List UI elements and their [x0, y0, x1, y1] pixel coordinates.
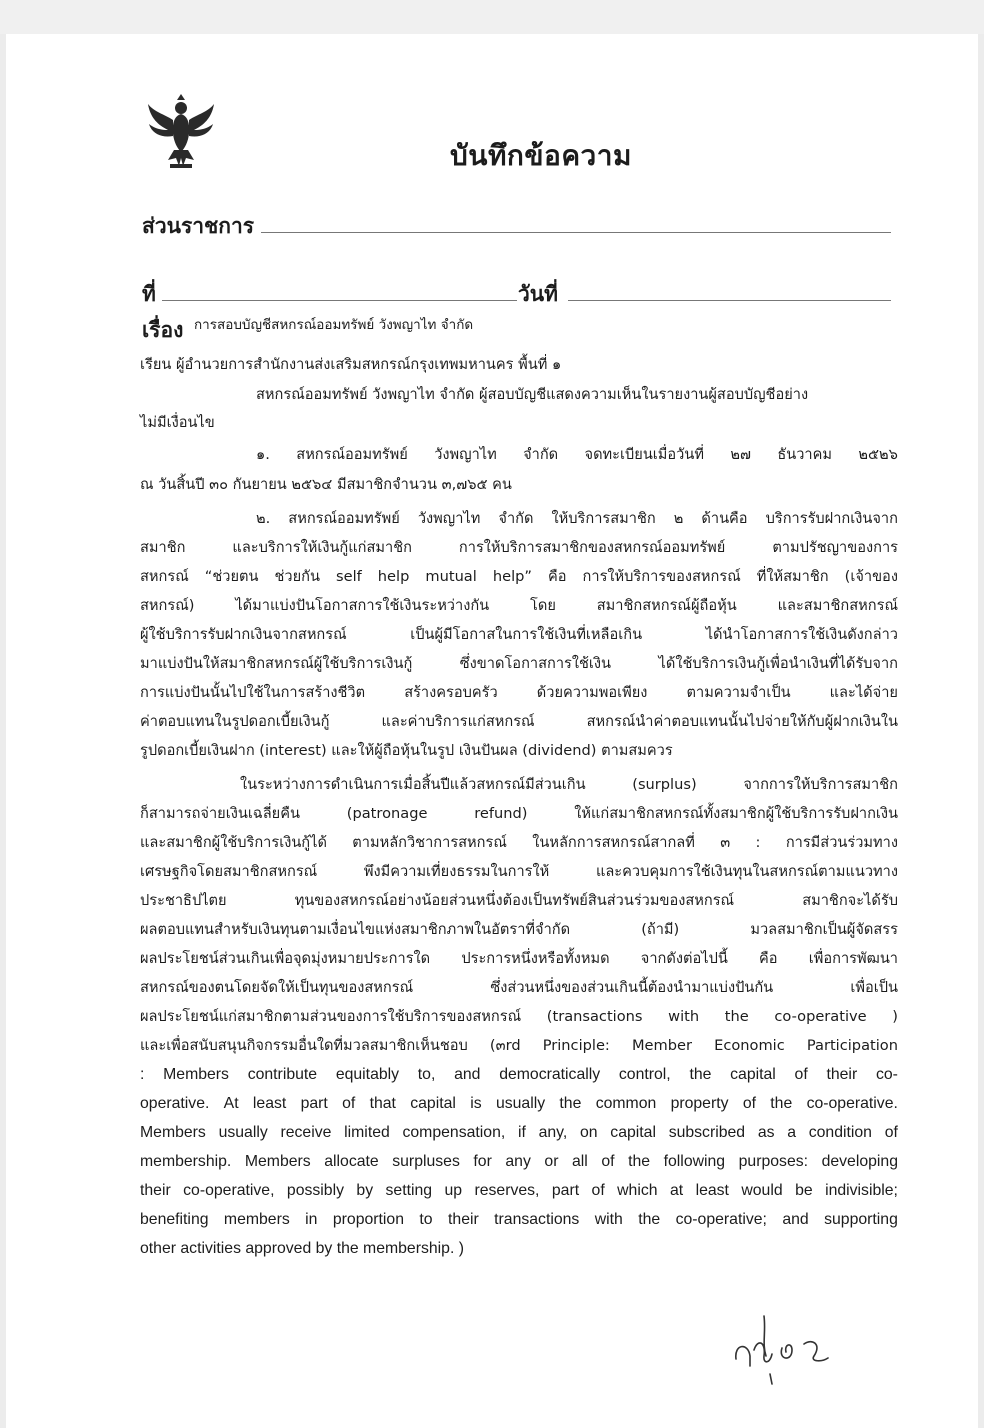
body-line: การแบ่งปันนั้นไปใช้ในการสร้างชีวิต สร้างครอบครัว ด้วยความพอเพียง ตามความจำเป็น และได้จ่าย	[140, 684, 898, 701]
date-line	[568, 300, 891, 301]
body-line: operative. At least part of that capital is usually the common property of the co-operative.	[140, 1095, 898, 1112]
memo-page	[6, 34, 978, 1428]
date-label: วันที่	[518, 282, 558, 306]
body-line: benefiting members in proportion to their transactions with the co-operative; and supporting	[140, 1211, 898, 1228]
department-line	[261, 232, 891, 233]
subject-value: การสอบบัญชีสหกรณ์ออมทรัพย์ วังพญาไท จำกัด	[194, 317, 474, 333]
body-line: ณ วันสิ้นปี ๓๐ กันยายน ๒๕๖๔ มีสมาชิกจำนวน ๓,๗๖๕ คน	[140, 476, 512, 493]
body-line: สหกรณ์ของตนโดยจัดให้เป็นทุนของสหกรณ์ ซึ่งส่วนหนึ่งของส่วนเกินนี้ต้องนำมาแบ่งปันกัน เพื่อเป็น	[140, 979, 898, 996]
body-line: ไม่มีเงื่อนไข	[140, 414, 215, 431]
reference-label: ที่	[142, 282, 156, 306]
handwritten-annotation	[726, 1304, 856, 1394]
body-line: their co-operative, possibly by setting up reserves, part of which at least would be indivisible;	[140, 1182, 898, 1199]
body-line: เศรษฐกิจโดยสมาชิกสหกรณ์ พึงมีความเที่ยงธรรมในการให้ และควบคุมการใช้เงินทุนในสหกรณ์ตามแนวทาง	[140, 863, 898, 880]
body-line: ในระหว่างการดำเนินการเมื่อสิ้นปีแล้วสหกรณ์มีส่วนเกิน (surplus) จากการให้บริการสมาชิก	[240, 776, 898, 793]
subject-label: เรื่อง	[142, 318, 184, 342]
department-label: ส่วนราชการ	[142, 214, 255, 238]
body-line: : Members contribute equitably to, and democratically control, the capital of their co-	[140, 1066, 898, 1083]
body-line: ผลประโยชน์ส่วนเกินเพื่อจุดมุ่งหมายประการใด ประการหนึ่งหรือทั้งหมด จากดังต่อไปนี้ คือ เพื่อการพัฒนา	[140, 950, 898, 967]
body-line: ผลตอบแทนสำหรับเงินทุนตามเงื่อนไขแห่งสมาชิกภาพในอัตราที่จำกัด (ถ้ามี) มวลสมาชิกเป็นผู้จัดสรร	[140, 921, 898, 938]
body-line: ผลประโยชน์แก่สมาชิกตามส่วนของการใช้บริการของสหกรณ์ (transactions with the co-operative )	[140, 1008, 898, 1025]
body-line: membership. Members allocate surpluses for any or all of the following purposes: developing	[140, 1153, 898, 1170]
body-line: ๑. สหกรณ์ออมทรัพย์ วังพญาไท จำกัด จดทะเบียนเมื่อวันที่ ๒๗ ธันวาคม ๒๕๒๖	[256, 446, 898, 463]
viewer-top-bar	[0, 0, 984, 34]
body-line: ประชาธิปไตย ทุนของสหกรณ์อย่างน้อยส่วนหนึ่งต้องเป็นทรัพย์สินส่วนร่วมของสหกรณ์ สมาชิกจะได้รับ	[140, 892, 898, 909]
body-line: ผู้ใช้บริการรับฝากเงินจากสหกรณ์ เป็นผู้มีโอกาสในการใช้เงินที่เหลือเกิน ได้นำโอกาสการใช้เงินดังกล่าว	[140, 626, 898, 643]
reference-line	[162, 300, 517, 301]
body-line: other activities approved by the membership. )	[140, 1240, 464, 1257]
body-line: สมาชิก และบริการให้เงินกู้แก่สมาชิก การให้บริการสมาชิกของสหกรณ์ออมทรัพย์ ตามปรัชญาของการ	[140, 539, 898, 556]
body-line: Members usually receive limited compensation, if any, on capital subscribed as a condition of	[140, 1124, 898, 1141]
body-line: ค่าตอบแทนในรูปดอกเบี้ยเงินกู้ และค่าบริการแก่สหกรณ์ สหกรณ์นำค่าตอบแทนนั้นไปจ่ายให้กับผู้ฝากเงินใน	[140, 713, 898, 730]
body-line: มาแบ่งปันให้สมาชิกสหกรณ์ผู้ใช้บริการเงินกู้ ซึ่งขาดโอกาสการใช้เงิน ได้ใช้บริการเงินกู้เพื่อนำเงินที่ได้รับจาก	[140, 655, 898, 672]
body-line: และเพื่อสนับสนุนกิจกรรมอื่นใดที่มวลสมาชิกเห็นชอบ (๓rd Principle: Member Economic Participation	[140, 1037, 898, 1054]
memo-title: บันทึกข้อความ	[450, 139, 632, 172]
body-line: ก็สามารถจ่ายเงินเฉลี่ยคืน (patronage refund) ให้แก่สมาชิกสหกรณ์ทั้งสมาชิกผู้ใช้บริการรับฝากเงิน	[140, 805, 898, 822]
body-line: สหกรณ์ออมทรัพย์ วังพญาไท จำกัด ผู้สอบบัญชีแสดงความเห็นในรายงานผู้สอบบัญชีอย่าง	[256, 386, 809, 403]
salutation-line: เรียน ผู้อำนวยการสำนักงานส่งเสริมสหกรณ์กรุงเทพมหานคร พื้นที่ ๑	[140, 356, 562, 373]
body-line: และสมาชิกผู้ใช้บริการเงินกู้ได้ ตามหลักวิชาการสหกรณ์ ในหลักการสหกรณ์สากลที่ ๓ : การมีส่วนร่วมทาง	[140, 834, 898, 851]
body-line: รูปดอกเบี้ยเงินฝาก (interest) และให้ผู้ถือหุ้นในรูป เงินปันผล (dividend) ตามสมควร	[140, 742, 673, 759]
body-line: สหกรณ์ “ช่วยตน ช่วยกัน self help mutual help” คือ การให้บริการของสหกรณ์ ที่ให้สมาชิก (เจ้าของ	[140, 568, 898, 585]
body-line: สหกรณ์) ได้มาแบ่งปันโอกาสการใช้เงินระหว่างกัน โดย สมาชิกสหกรณ์ผู้ถือหุ้น และสมาชิกสหกรณ์	[140, 597, 898, 614]
body-line: ๒. สหกรณ์ออมทรัพย์ วังพญาไท จำกัด ให้บริการสมาชิก ๒ ด้านคือ บริการรับฝากเงินจาก	[256, 510, 898, 527]
